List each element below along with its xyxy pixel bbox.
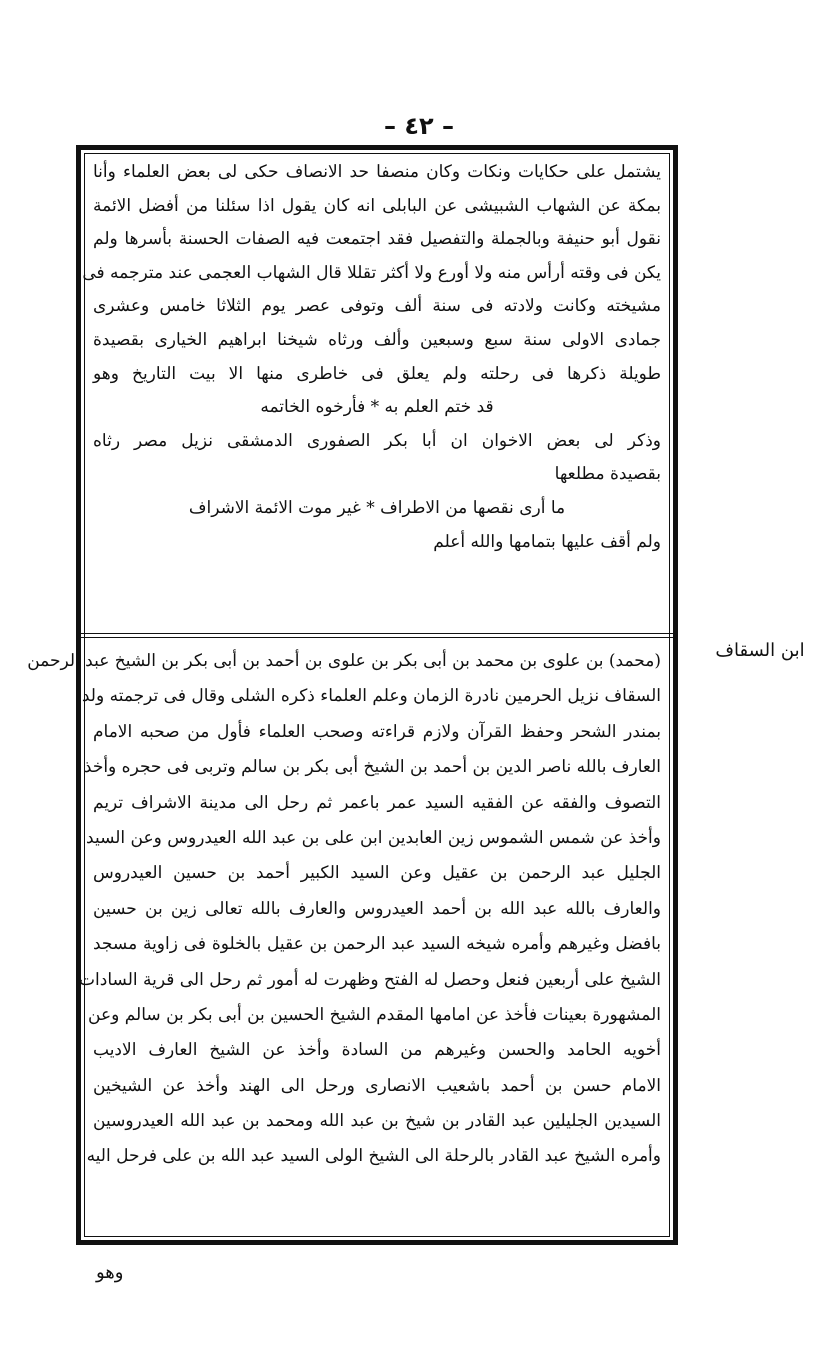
text-line: نقول أبو حنيفة وبالجملة والتفصيل فقد اجتمعت فيه الصفات الحسنة بأسرها ولم bbox=[93, 229, 661, 250]
text-line: العارف بالله ناصر الدين بن أحمد بن الشيخ أبى بكر بن سالم وتربى فى حجره وأخذ bbox=[83, 757, 661, 778]
bottom-text-block bbox=[27, 644, 661, 1175]
text-line: يشتمل على حكايات ونكات وكان منصفا حد الانصاف حكى لى بعض العلماء وأنا bbox=[93, 162, 661, 182]
text-line: المشهورة بعينات فأخذ عن امامها المقدم الشيخ الحسين بن أبى بكر بن سالم وعن bbox=[88, 1004, 661, 1025]
verse-line: ما أرى نقصها من الاطراف * غير موت الائمة الاشراف bbox=[188, 497, 566, 518]
text-line: (محمد) بن علوى بن محمد بن أبى بكر بن علوى بن أحمد بن أبى بكر بن الشيخ عبد الرحمن bbox=[27, 651, 661, 671]
text-line: بمكة عن الشهاب الشبيشى عن البابلى انه كان يقول اذا سئلنا من أفضل الائمة bbox=[93, 195, 661, 216]
text-line: الامام حسن بن أحمد باشعيب الانصارى ورحل الى الهند وأخذ عن الشيخين bbox=[93, 1075, 661, 1096]
text-line: السقاف نزيل الحرمين نادرة الزمان وعلم العلماء ذكره الشلى وقال فى ترجمته ولد bbox=[81, 686, 661, 707]
page-number: – ٤٢ – bbox=[383, 112, 454, 140]
text-line: جمادى الاولى سنة سبع وسبعين وألف ورثاه شيخنا ابراهيم الخيارى بقصيدة bbox=[93, 329, 661, 350]
text-line: أخويه الحامد والحسن وغيرهم من السادة وأخذ عن الشيخ العارف الاديب bbox=[93, 1040, 661, 1061]
text-line: والعارف بالله عبد الله بن أحمد العيدروس والعارف بالله تعالى زين بن حسين bbox=[93, 898, 661, 919]
text-line: التصوف والفقه عن الفقيه السيد عمر باعمر ثم رحل الى مدينة الاشراف تريم bbox=[93, 792, 661, 813]
text-line: الشيخ على أربعين فنعل وحصل له الفتح وظهرت له أمور ثم رحل الى قرية السادات bbox=[79, 969, 661, 990]
text-line: السيدين الجليلين عبد القادر بن شيخ بن عبد الله ومحمد بن عبد الله العيدروسين bbox=[93, 1111, 661, 1132]
margin-note: ابن السقاف bbox=[715, 640, 805, 661]
text-line: وذكر لى بعض الاخوان ان أبا بكر الصفورى الدمشقى نزيل مصر رثاه bbox=[93, 430, 661, 451]
catchword: وهو bbox=[96, 1262, 124, 1283]
section-divider bbox=[81, 633, 673, 634]
text-line: مشيخته وكانت ولادته فى سنة ألف وتوفى عصر يوم الثلاثا خامس وعشرى bbox=[93, 296, 661, 317]
text-line: وأخذ عن شمس الشموس زين العابدين ابن على بن عبد الله العيدروس وعن السيد bbox=[86, 827, 661, 848]
text-line: يكن فى وقته أرأس منه ولا أورع ولا أكثر تقللا قال الشهاب العجمى عند مترجمه فى bbox=[82, 262, 661, 283]
text-line: بقصيدة مطلعها bbox=[554, 464, 661, 485]
text-line: الجليل عبد الرحمن بن عقيل وعن السيد الكبير أحمد بن حسين العيدروس bbox=[93, 863, 661, 884]
text-line: طويلة ذكرها فى رحلته ولم يعلق فى خاطرى منها الا بيت التاريخ وهو bbox=[93, 363, 661, 384]
text-line: بافضل وغيرهم وأمره شيخه السيد عبد الرحمن بن عقيل بالخلوة فى زاوية مسجد bbox=[93, 934, 661, 955]
text-line: بمندر الشحر وحفظ القرآن ولازم قراءته وصحب العلماء فأول من صحبه الامام bbox=[93, 721, 661, 742]
verse-line: قد ختم العلم به * فأرخوه الخاتمه bbox=[260, 397, 494, 418]
text-line: وأمره الشيخ عبد القادر بالرحلة الى الشيخ الولى السيد عبد الله بن على فرحل اليه bbox=[86, 1146, 661, 1167]
section-divider bbox=[81, 637, 673, 638]
top-text-block bbox=[82, 156, 661, 559]
text-line: ولم أقف عليها بتمامها والله أعلم bbox=[433, 531, 661, 552]
text-frame bbox=[27, 145, 678, 1245]
